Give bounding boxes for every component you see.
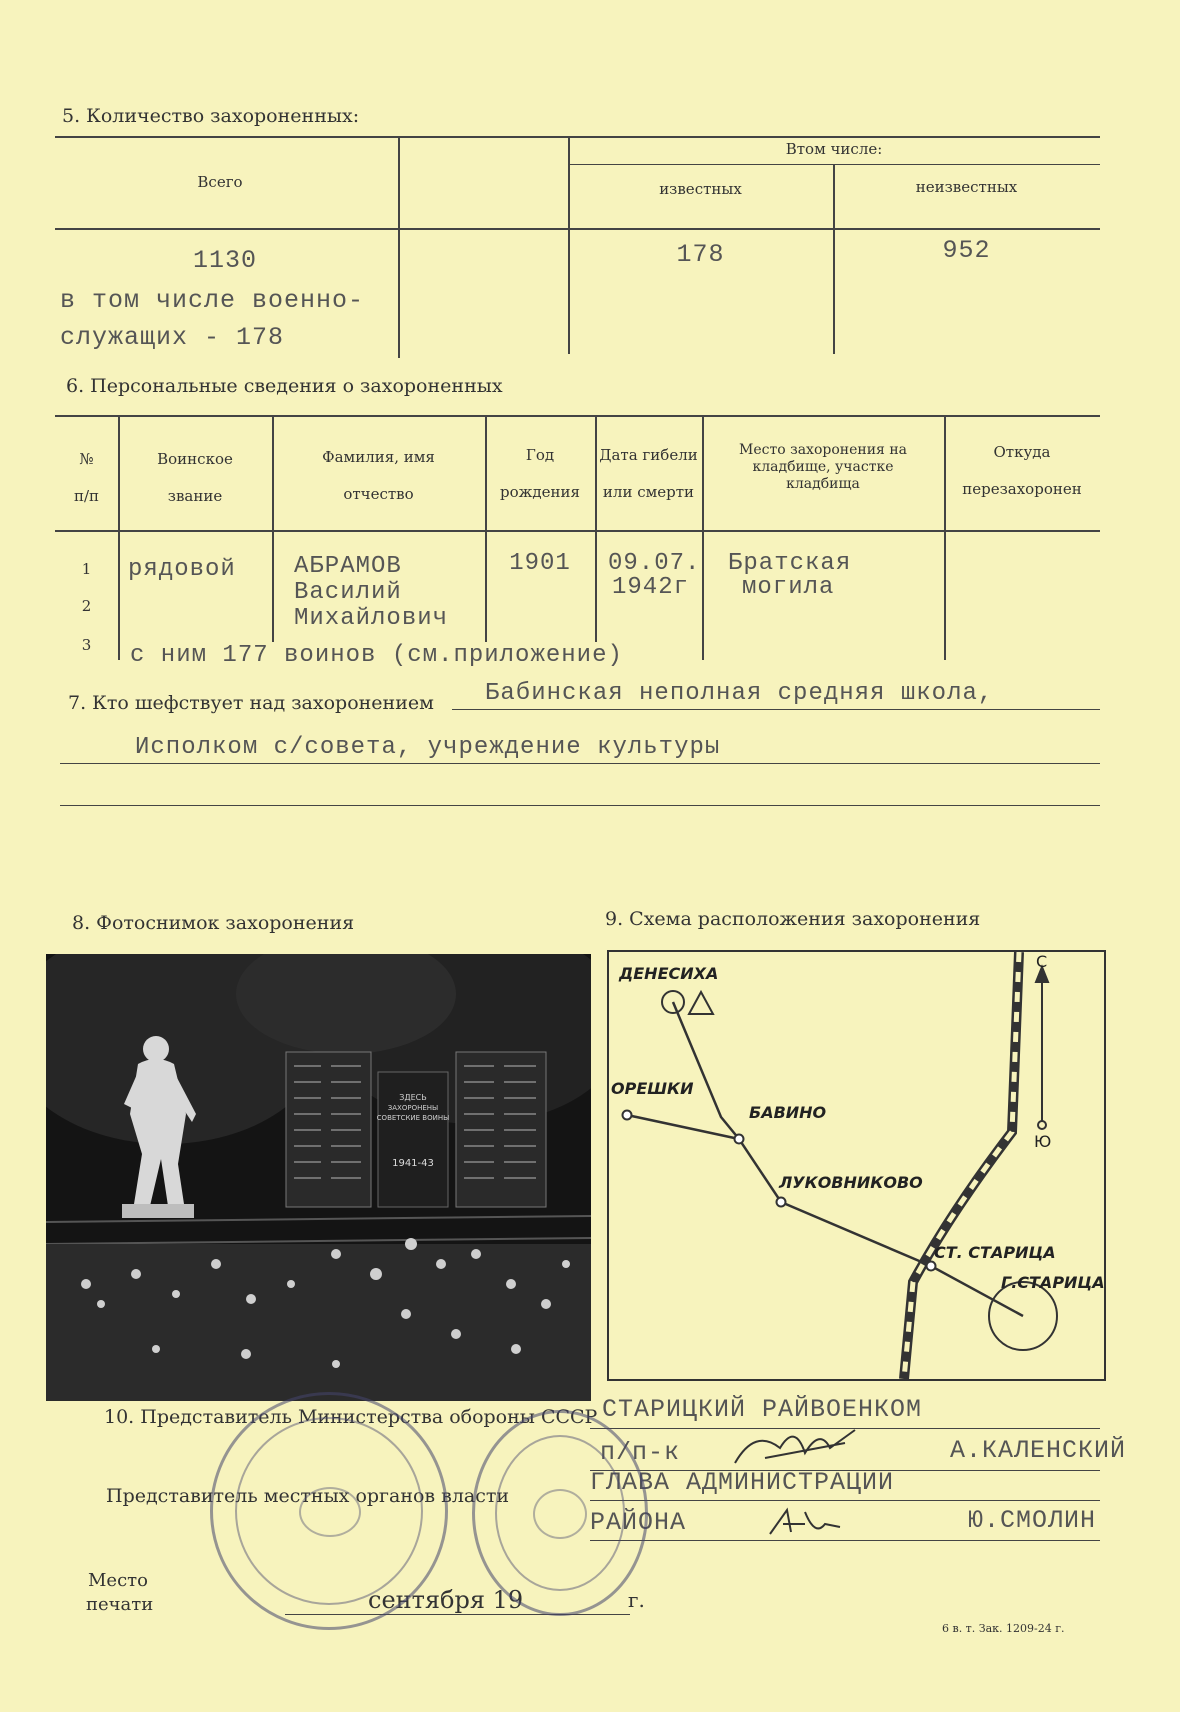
death-year-value: 1942г [612, 574, 690, 601]
place-lukovnikovo: ЛУКОВНИКОВО [779, 1173, 923, 1192]
header-num-bottom: п/п [73, 487, 100, 505]
executive-committee-stamp [472, 1410, 648, 1616]
table5-top-line [55, 136, 1100, 138]
defense-org: СТАРИЦКИЙ РАЙВОЕНКОМ [602, 1395, 923, 1424]
unknown-value: 952 [942, 236, 991, 265]
date-year-suffix: г. [628, 1588, 645, 1612]
plaque-text-3: СОВЕТСКИЕ ВОИНЫ [376, 1114, 450, 1122]
row-number-2: 2 [81, 597, 92, 615]
section6-title: 6. Персональные сведения о захороненных [66, 375, 503, 397]
section9-title: 9. Схема расположения захоронения [605, 908, 981, 930]
plaque-text-2: ЗАХОРОНЕНЫ [387, 1104, 439, 1112]
header-birth-bottom: рождения [499, 483, 580, 501]
section7-underline-1 [452, 709, 1100, 710]
header-num-top: № [79, 450, 94, 468]
map-roads [627, 1002, 1023, 1316]
place-oreshki: ОРЕШКИ [611, 1079, 694, 1098]
row-number-1: 1 [81, 560, 92, 578]
col-total-header: Всего [197, 173, 243, 191]
header-place [702, 442, 944, 493]
section7-underline-3 [60, 805, 1100, 806]
header-death-top: Дата гибели [599, 446, 698, 464]
known-value: 178 [676, 240, 725, 269]
place-staritsa-town: Г.СТАРИЦА [1001, 1273, 1104, 1292]
local-name-underline [590, 1540, 1100, 1541]
defense-rep-label: 10. Представитель Министерства обороны СССР [104, 1406, 598, 1428]
local-name: Ю.СМОЛИН [968, 1506, 1097, 1535]
col-known-header: известных [659, 180, 742, 198]
header-death-bottom: или смерти [602, 483, 695, 501]
surname-value: АБРАМОВ [294, 553, 402, 580]
header-rank-bottom: звание [167, 487, 223, 505]
military-commissariat-stamp [210, 1392, 448, 1630]
burial-photo-drawing [46, 954, 591, 1401]
seal-place-line2: печати [86, 1594, 154, 1615]
patronymic-value: Михайлович [294, 605, 449, 632]
total-note-line1: в том числе военно- [60, 286, 365, 315]
lukovnikovo-marker [777, 1198, 786, 1207]
plaque-years: 1941-43 [392, 1158, 434, 1169]
header-place-l2: кладбище, участке [752, 459, 894, 475]
row-number-3: 3 [81, 636, 92, 654]
section8-title: 8. Фотоснимок захоронения [72, 912, 355, 934]
section5-title: 5. Количество захороненных: [62, 105, 360, 127]
st-staritsa-marker [927, 1262, 936, 1271]
section7-line2: Исполком с/совета, учреждение культуры [135, 734, 721, 761]
emblem-icon-2 [533, 1489, 587, 1539]
triangle-marker [689, 992, 713, 1014]
table5-divider-1 [398, 136, 400, 358]
header-place-l3: кладбища [786, 476, 860, 492]
place-babino: БАВИНО [749, 1103, 827, 1122]
birth-year-value: 1901 [509, 550, 571, 577]
map-railway [904, 952, 1019, 1379]
first-name-value: Василий [294, 579, 402, 606]
col-including-header: Втом числе: [785, 140, 883, 158]
babino-marker [735, 1135, 744, 1144]
location-map-drawing [609, 952, 1104, 1379]
section7-label: 7. Кто шефствует над захоронением [68, 692, 434, 714]
location-map [607, 950, 1106, 1381]
with-him-note: с ним 177 воинов (см.приложение) [130, 642, 627, 669]
local-rep-underline [590, 1500, 1100, 1501]
header-name-top: Фамилия, имя [322, 448, 435, 466]
emblem-icon [299, 1487, 361, 1537]
local-org-line2: РАЙОНА [590, 1508, 687, 1537]
header-from-bottom: перезахоронен [962, 480, 1082, 498]
header-place-l1: Место захоронения на [738, 442, 908, 458]
seal-place-line1: Место [88, 1570, 148, 1591]
header-name-bottom: отчество [343, 485, 414, 503]
north-arrow [1036, 967, 1048, 1129]
rank-value: рядовой [128, 556, 236, 583]
header-from-top: Откуда [993, 443, 1051, 461]
place-value-line1: Братская [728, 550, 852, 577]
header-rank-top: Воинское [157, 450, 233, 468]
place-denesikha: ДЕНЕСИХА [619, 964, 719, 983]
plaque-text-1: ЗДЕСЬ [399, 1093, 427, 1102]
col-unknown-header: неизвестных [915, 178, 1018, 196]
print-code: 6 в. т. Зак. 1209-24 г. [942, 1622, 1065, 1635]
section7-line1: Бабинская неполная средняя школа, [485, 680, 994, 707]
total-note-line2: служащих - 178 [60, 323, 285, 352]
south-label: Ю [1034, 1132, 1052, 1151]
local-org-line1: ГЛАВА АДМИНИСТРАЦИИ [590, 1468, 895, 1497]
defense-name: А.КАЛЕНСКИЙ [950, 1436, 1127, 1465]
local-rep-label: Представитель местных органов власти [106, 1485, 510, 1507]
defense-rank: п/п-к [600, 1438, 681, 1467]
burial-photo [46, 954, 591, 1401]
north-label: С [1036, 952, 1048, 971]
oreshki-marker [623, 1111, 632, 1120]
place-value-line2: могила [742, 574, 835, 601]
death-date-value: 09.07. [608, 550, 701, 577]
section7-underline-2 [60, 763, 1100, 764]
place-st-staritsa: СТ. СТАРИЦА [934, 1243, 1056, 1262]
local-signature [765, 1502, 845, 1542]
header-birth-top: Год [525, 446, 555, 464]
total-value: 1130 [192, 246, 257, 275]
date-text: сентября 19 [368, 1586, 524, 1614]
table5-header-line [55, 228, 1100, 230]
